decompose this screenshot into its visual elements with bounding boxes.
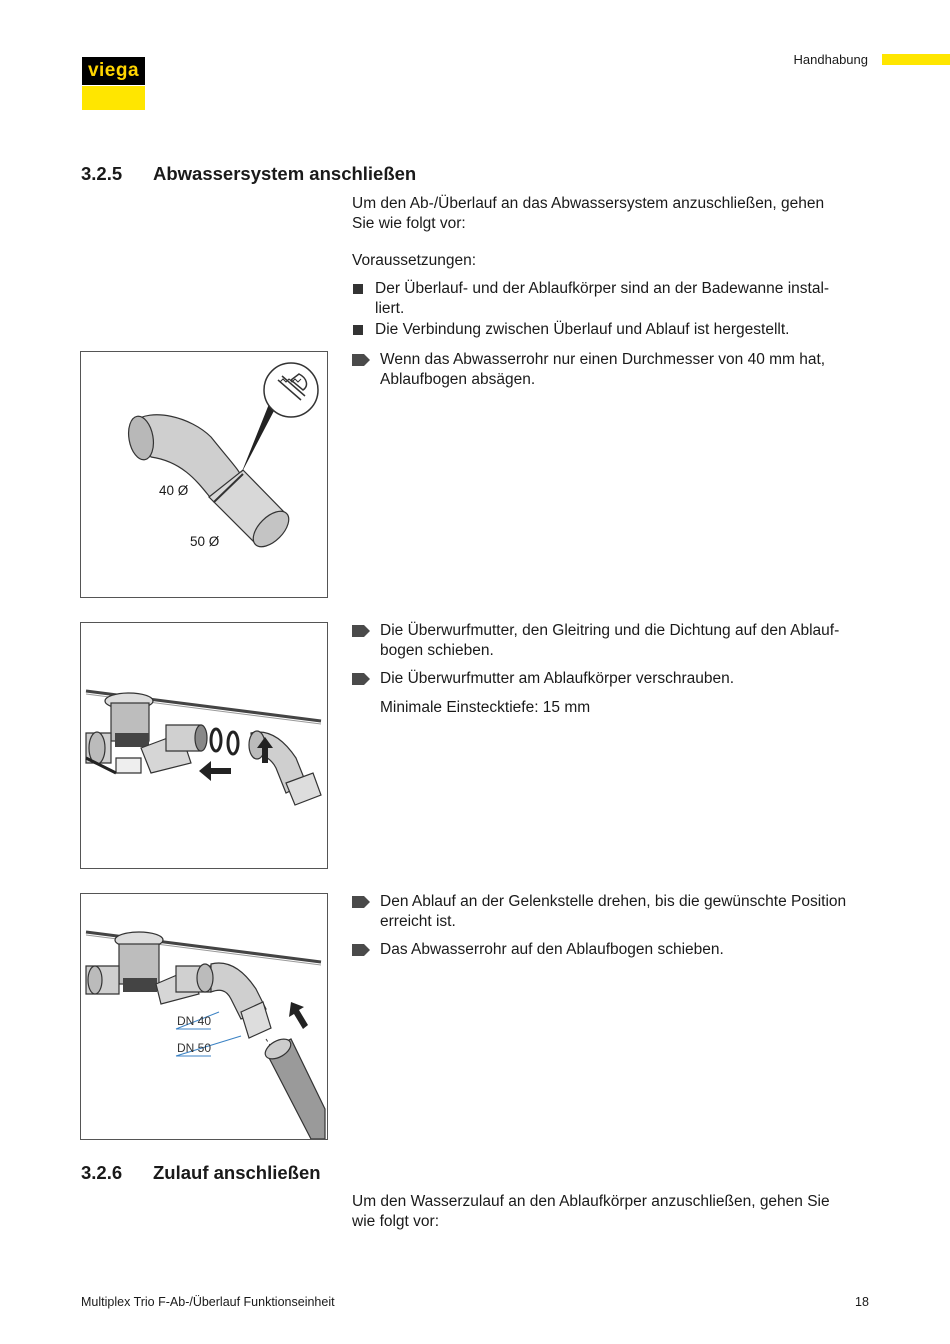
square-bullet-icon [353,325,363,335]
step-item [352,350,872,390]
step-item [352,669,872,689]
square-bullet-icon [353,284,363,294]
prereq-line: Der Überlauf- und der Ablaufkörper sind an der Badewanne instal- [375,280,830,297]
intro-line: Um den Ab-/Überlauf an das Abwassersystem anzuschließen, gehen [352,195,825,212]
step-item [352,621,872,661]
logo-yellow-bar [82,86,145,110]
step-arrow-icon [352,896,370,908]
viega-logo [82,57,145,85]
step-line: bogen schieben. [380,642,494,659]
step-item [352,892,872,932]
header-yellow-bar [882,54,950,65]
prereq-line: Die Verbindung zwischen Überlauf und Ablauf ist hergestellt. [375,321,790,338]
step-note: Minimale Einstecktiefe: 15 mm [380,699,591,716]
step-line: Die Überwurfmutter am Ablaufkörper verschrauben. [380,670,735,687]
step-arrow-icon [352,673,370,685]
dn50-label: DN 50 [177,1041,212,1055]
step-arrow-icon [352,944,370,956]
dn40-label: DN 40 [177,1014,212,1028]
intro-paragraph [352,1192,872,1232]
step-line: erreicht ist. [380,913,456,930]
section-title: Zulauf anschließen [153,1162,321,1183]
figure-pipe-connection [80,893,328,1140]
section-title: Abwassersystem anschließen [153,163,417,184]
intro-line: Um den Wasserzulauf an den Ablaufkörper anzuschließen, gehen Sie [352,1193,830,1210]
footer-page-number: 18 [855,1295,869,1309]
header-section-label: Handhabung [793,52,868,67]
step-line: Die Überwurfmutter, den Gleitring und die Dichtung auf den Ablauf- [380,622,840,639]
elbow-pipe-illustration [81,352,327,597]
prereq-item [352,320,872,340]
section-number: 3.2.6 [81,1162,123,1183]
footer-document-title: Multiplex Trio F-Ab-/Überlauf Funktionseinheit [81,1295,335,1309]
intro-line: wie folgt vor: [352,1213,440,1230]
step-item [352,940,872,960]
step-line: Wenn das Abwasserrohr nur einen Durchmesser von 40 mm hat, [380,351,826,368]
intro-paragraph [352,194,872,234]
step-line: Ablaufbogen absägen. [380,371,536,388]
prereq-line: liert. [375,300,405,317]
figure-saw-elbow [80,351,328,598]
dimension-label-40: 40 Ø [159,483,189,498]
prereq-item [352,279,872,319]
section-number: 3.2.5 [81,163,123,184]
figure-nut-assembly [80,622,328,869]
dimension-label-50: 50 Ø [190,534,220,549]
step-arrow-icon [352,354,370,366]
step-line: Das Abwasserrohr auf den Ablaufbogen schieben. [380,941,724,958]
logo-text: viega [87,60,140,81]
step-arrow-icon [352,625,370,637]
drain-assembly-illustration [81,623,327,868]
prereq-heading: Voraussetzungen: [352,252,477,269]
step-line: Den Ablauf an der Gelenkstelle drehen, bis die gewünschte Position [380,893,847,910]
intro-line: Sie wie folgt vor: [352,215,466,232]
